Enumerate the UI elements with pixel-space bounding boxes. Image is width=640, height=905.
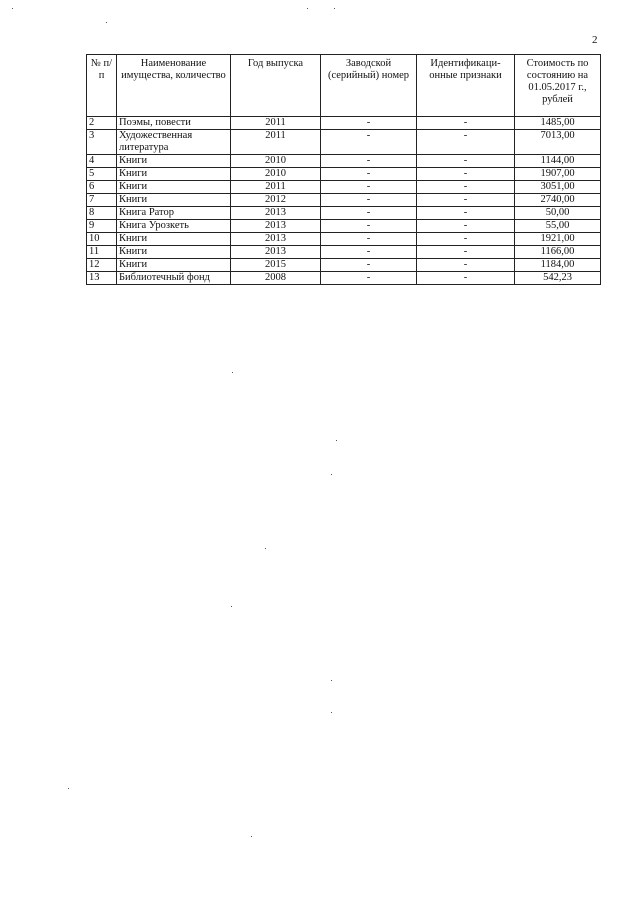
- cell-name: Книги: [117, 155, 231, 168]
- cell-serial: -: [321, 194, 417, 207]
- cell-num: 11: [87, 246, 117, 259]
- table-row: [87, 130, 601, 155]
- cell-year: 2013: [231, 220, 321, 233]
- cell-num: 9: [87, 220, 117, 233]
- cell-name: Библиотечный фонд: [117, 272, 231, 285]
- header-serial: Заводской (серийный) номер: [321, 55, 417, 117]
- scan-speck: [106, 22, 107, 23]
- header-cost: Стоимость по состоянию на 01.05.2017 г., рублей: [515, 55, 601, 117]
- cell-year: 2011: [231, 117, 321, 130]
- cell-ident: -: [417, 130, 515, 155]
- cell-year: 2010: [231, 155, 321, 168]
- cell-num: 7: [87, 194, 117, 207]
- cell-cost: 7013,00: [515, 130, 601, 155]
- cell-cost: 1166,00: [515, 246, 601, 259]
- cell-cost: 542,23: [515, 272, 601, 285]
- cell-year: 2013: [231, 207, 321, 220]
- scan-speck: [265, 548, 266, 549]
- cell-cost: 1144,00: [515, 155, 601, 168]
- scan-speck: [331, 712, 332, 713]
- cell-cost: 1485,00: [515, 117, 601, 130]
- cell-name: Поэмы, повести: [117, 117, 231, 130]
- cell-year: 2013: [231, 233, 321, 246]
- cell-serial: -: [321, 272, 417, 285]
- cell-ident: -: [417, 246, 515, 259]
- scan-speck: [336, 440, 337, 441]
- table-row: [87, 117, 601, 130]
- inventory-table: [86, 54, 601, 285]
- cell-serial: -: [321, 246, 417, 259]
- cell-cost: 1907,00: [515, 168, 601, 181]
- table-row: [87, 207, 601, 220]
- cell-cost: 50,00: [515, 207, 601, 220]
- cell-serial: -: [321, 181, 417, 194]
- header-year: Год выпуска: [231, 55, 321, 117]
- cell-serial: -: [321, 130, 417, 155]
- cell-name: Книга Урозкеть: [117, 220, 231, 233]
- table-header-row: [87, 55, 601, 117]
- cell-ident: -: [417, 259, 515, 272]
- cell-num: 8: [87, 207, 117, 220]
- cell-cost: 1921,00: [515, 233, 601, 246]
- cell-ident: -: [417, 272, 515, 285]
- table-row: [87, 259, 601, 272]
- cell-cost: 2740,00: [515, 194, 601, 207]
- cell-num: 6: [87, 181, 117, 194]
- cell-year: 2013: [231, 246, 321, 259]
- cell-serial: -: [321, 117, 417, 130]
- cell-serial: -: [321, 155, 417, 168]
- cell-num: 10: [87, 233, 117, 246]
- table-row: [87, 155, 601, 168]
- scan-speck: [231, 606, 232, 607]
- cell-num: 12: [87, 259, 117, 272]
- table-body: [87, 117, 601, 285]
- cell-ident: -: [417, 155, 515, 168]
- page-number: 2: [592, 34, 598, 46]
- cell-year: 2012: [231, 194, 321, 207]
- cell-cost: 55,00: [515, 220, 601, 233]
- scan-speck: [251, 836, 252, 837]
- cell-year: 2011: [231, 130, 321, 155]
- cell-year: 2011: [231, 181, 321, 194]
- cell-num: 2: [87, 117, 117, 130]
- cell-serial: -: [321, 233, 417, 246]
- cell-year: 2010: [231, 168, 321, 181]
- header-name: Наименование имущества, количество: [117, 55, 231, 117]
- cell-name: Книги: [117, 233, 231, 246]
- cell-ident: -: [417, 168, 515, 181]
- cell-year: 2015: [231, 259, 321, 272]
- cell-name: Книги: [117, 194, 231, 207]
- cell-serial: -: [321, 207, 417, 220]
- cell-num: 3: [87, 130, 117, 155]
- cell-serial: -: [321, 220, 417, 233]
- scan-speck: [331, 680, 332, 681]
- scan-speck: [68, 788, 69, 789]
- table-row: [87, 181, 601, 194]
- cell-num: 4: [87, 155, 117, 168]
- scan-speck: [334, 8, 335, 9]
- table-row: [87, 168, 601, 181]
- cell-name: Книга Ратор: [117, 207, 231, 220]
- cell-serial: -: [321, 168, 417, 181]
- table-row: [87, 194, 601, 207]
- table-row: [87, 246, 601, 259]
- cell-name: Художественная литература: [117, 130, 231, 155]
- cell-name: Книги: [117, 181, 231, 194]
- cell-ident: -: [417, 233, 515, 246]
- cell-name: Книги: [117, 246, 231, 259]
- table-row: [87, 233, 601, 246]
- cell-name: Книги: [117, 168, 231, 181]
- table-row: [87, 272, 601, 285]
- cell-cost: 1184,00: [515, 259, 601, 272]
- cell-num: 5: [87, 168, 117, 181]
- scan-speck: [307, 8, 308, 9]
- scan-speck: [331, 474, 332, 475]
- header-num: № п/п: [87, 55, 117, 117]
- cell-year: 2008: [231, 272, 321, 285]
- scan-speck: [232, 372, 233, 373]
- table-row: [87, 220, 601, 233]
- scan-speck: [12, 8, 13, 9]
- cell-num: 13: [87, 272, 117, 285]
- cell-ident: -: [417, 194, 515, 207]
- cell-ident: -: [417, 220, 515, 233]
- cell-ident: -: [417, 117, 515, 130]
- cell-serial: -: [321, 259, 417, 272]
- cell-ident: -: [417, 181, 515, 194]
- header-ident: Идентификаци-онные признаки: [417, 55, 515, 117]
- cell-name: Книги: [117, 259, 231, 272]
- cell-ident: -: [417, 207, 515, 220]
- cell-cost: 3051,00: [515, 181, 601, 194]
